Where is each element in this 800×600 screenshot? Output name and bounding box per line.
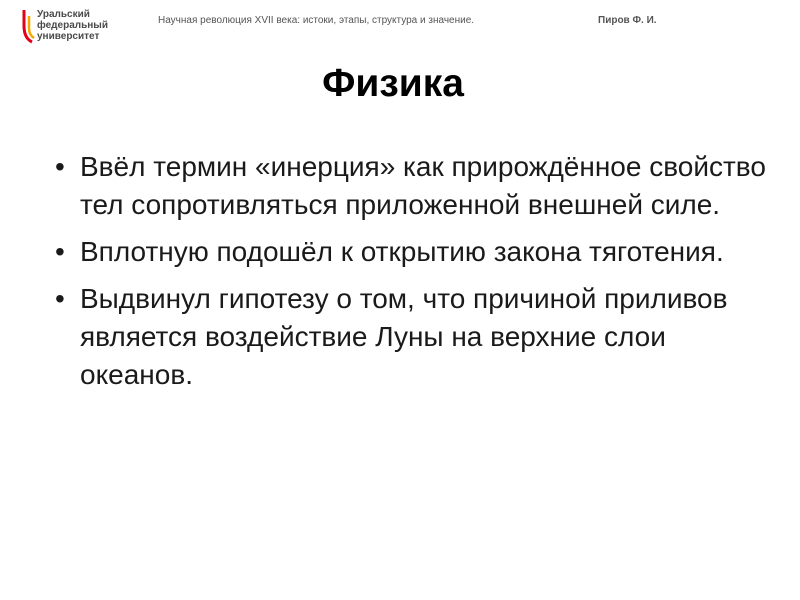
bullet-marker: • xyxy=(55,283,65,314)
logo-line-2: федеральный xyxy=(37,20,108,31)
logo-wordmark xyxy=(37,9,108,42)
bullet-list xyxy=(52,148,772,403)
university-logo xyxy=(22,8,132,46)
logo-line-1: Уральский xyxy=(37,9,90,20)
slide-title: Физика xyxy=(322,62,464,105)
bullet-item xyxy=(52,233,772,271)
bullet-text: Ввёл термин «инерция» как прирождённое свойство тел сопротивляться приложенной внешней силе. xyxy=(80,151,766,220)
bullet-item xyxy=(52,148,772,224)
bullet-marker: • xyxy=(55,151,65,182)
logo-line-3: университет xyxy=(37,31,100,42)
header-topic: Научная революция XVII века: истоки, этапы, структура и значение. xyxy=(158,15,475,26)
bullet-text: Выдвинул гипотезу о том, что причиной приливов является воздействие Луны на верхние слои океанов. xyxy=(80,283,728,390)
header-author: Пиров Ф. И. xyxy=(598,15,657,26)
ural-university-emblem-icon xyxy=(22,8,36,44)
bullet-text: Вплотную подошёл к открытию закона тяготения. xyxy=(80,236,724,267)
bullet-marker: • xyxy=(55,236,65,267)
bullet-item xyxy=(52,280,772,394)
